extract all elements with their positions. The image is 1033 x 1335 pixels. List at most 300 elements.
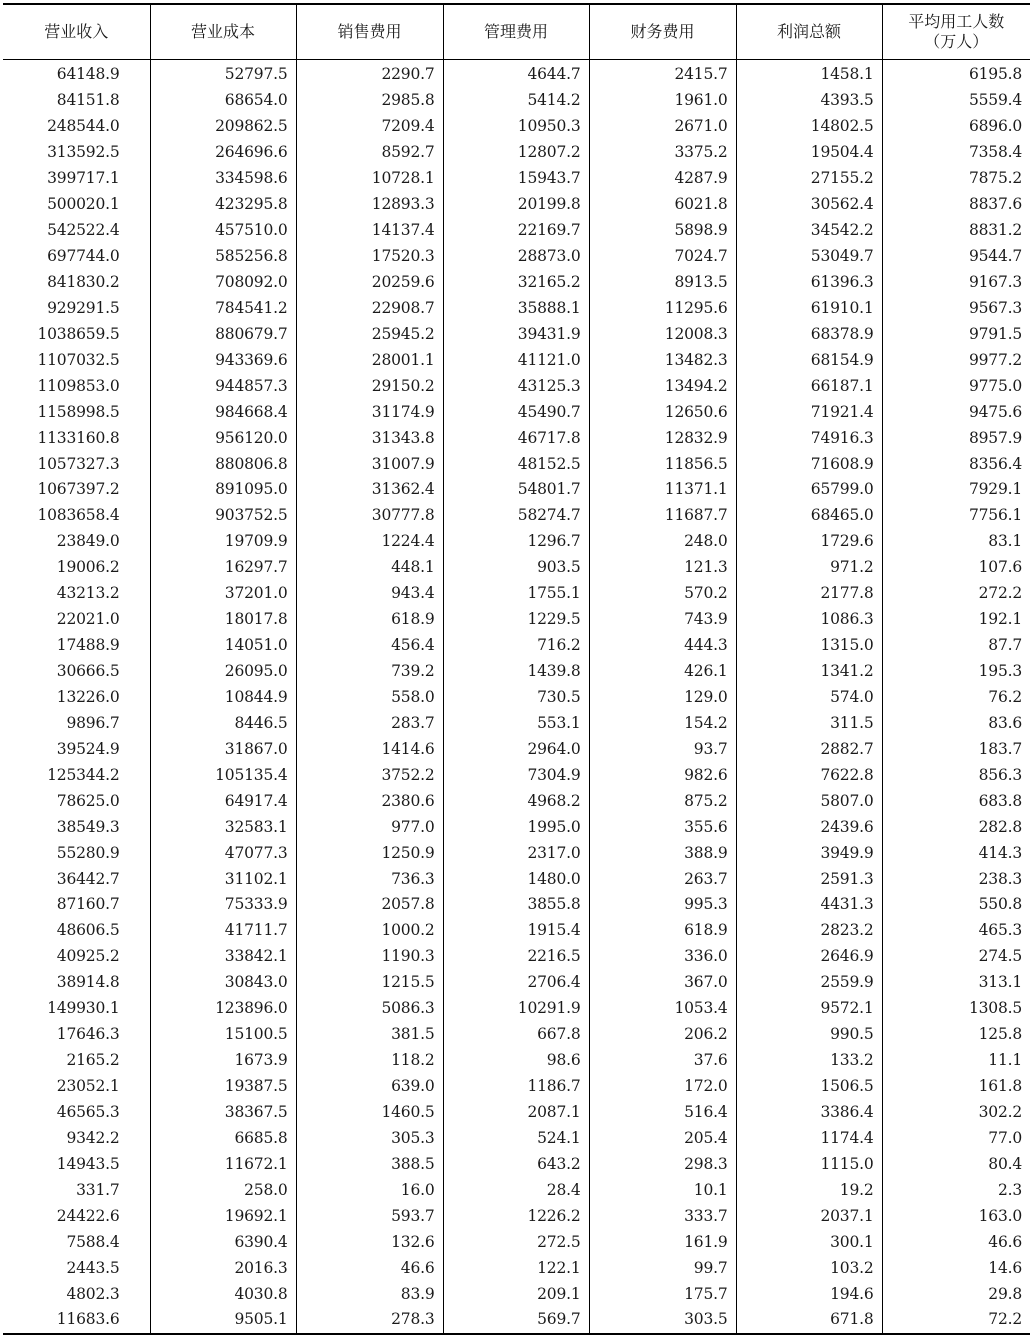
cell-finance-expense: 13494.2 [589, 373, 736, 399]
cell-finance-expense: 570.2 [589, 581, 736, 607]
cell-finance-expense: 444.3 [589, 633, 736, 659]
cell-sales-expense: 132.6 [296, 1229, 443, 1255]
cell-avg-employees: 8831.2 [882, 218, 1030, 244]
cell-avg-employees: 282.8 [882, 814, 1030, 840]
table-row [3, 1074, 1030, 1100]
cell-operating-revenue: 84151.8 [56, 91, 120, 110]
cell-admin-expense: 2964.0 [443, 736, 589, 762]
cell-operating-cost: 14051.0 [150, 633, 296, 659]
cell-sales-expense: 1224.4 [296, 529, 443, 555]
cell-admin-expense: 643.2 [443, 1151, 589, 1177]
table-row [3, 88, 1030, 114]
cell-avg-employees: 6195.8 [882, 60, 1030, 88]
cell-avg-employees: 9475.6 [882, 399, 1030, 425]
cell-sales-expense: 20259.6 [296, 270, 443, 296]
cell-sales-expense: 1414.6 [296, 736, 443, 762]
cell-avg-employees: 856.3 [882, 762, 1030, 788]
cell-operating-revenue: 22021.0 [56, 610, 120, 629]
cell-operating-revenue: 841830.2 [47, 272, 120, 291]
cell-sales-expense: 29150.2 [296, 373, 443, 399]
cell-operating-revenue: 11683.6 [3, 1307, 150, 1334]
cell-sales-expense: 16.0 [296, 1177, 443, 1203]
cell-total-profit: 1729.6 [736, 529, 882, 555]
cell-avg-employees: 9567.3 [882, 295, 1030, 321]
cell-operating-revenue: 1083658.4 [37, 506, 120, 525]
cell-avg-employees: 1308.5 [882, 996, 1030, 1022]
cell-finance-expense: 7024.7 [589, 244, 736, 270]
table-header [3, 4, 1030, 60]
cell-operating-revenue: 55280.9 [56, 843, 120, 862]
cell-operating-cost: 943369.6 [150, 347, 296, 373]
cell-total-profit: 30562.4 [736, 192, 882, 218]
cell-operating-revenue: 87160.7 [56, 895, 120, 914]
cell-avg-employees: 163.0 [882, 1203, 1030, 1229]
cell-total-profit: 103.2 [736, 1255, 882, 1281]
table-row [3, 1151, 1030, 1177]
cell-operating-revenue: 64148.9 [56, 65, 120, 84]
cell-admin-expense: 28.4 [443, 1177, 589, 1203]
cell-operating-cost: 18017.8 [150, 607, 296, 633]
cell-total-profit: 2646.9 [736, 944, 882, 970]
cell-finance-expense: 172.0 [589, 1074, 736, 1100]
cell-operating-revenue: 39524.9 [56, 739, 120, 758]
cell-admin-expense: 7304.9 [443, 762, 589, 788]
cell-finance-expense: 426.1 [589, 659, 736, 685]
cell-admin-expense: 1226.2 [443, 1203, 589, 1229]
cell-operating-revenue: 40925.2 [56, 947, 120, 966]
cell-finance-expense: 161.9 [589, 1229, 736, 1255]
cell-admin-expense: 1439.8 [443, 659, 589, 685]
header-avg-employees: 平均用工人数 （万人） [882, 4, 1030, 60]
cell-operating-cost: 19692.1 [150, 1203, 296, 1229]
cell-finance-expense: 12650.6 [589, 399, 736, 425]
cell-operating-cost: 334598.6 [150, 166, 296, 192]
cell-avg-employees: 465.3 [882, 918, 1030, 944]
cell-admin-expense: 98.6 [443, 1048, 589, 1074]
cell-operating-revenue: 331.7 [76, 1180, 120, 1199]
cell-avg-employees: 9775.0 [882, 373, 1030, 399]
cell-admin-expense: 35888.1 [443, 295, 589, 321]
cell-finance-expense: 10.1 [589, 1177, 736, 1203]
cell-admin-expense: 54801.7 [443, 477, 589, 503]
cell-sales-expense: 31007.9 [296, 451, 443, 477]
cell-avg-employees: 414.3 [882, 840, 1030, 866]
cell-sales-expense: 305.3 [296, 1125, 443, 1151]
cell-operating-cost: 8446.5 [150, 710, 296, 736]
cell-finance-expense: 2671.0 [589, 114, 736, 140]
cell-total-profit: 2177.8 [736, 581, 882, 607]
cell-avg-employees: 9977.2 [882, 347, 1030, 373]
cell-finance-expense: 248.0 [589, 529, 736, 555]
cell-avg-employees: 7875.2 [882, 166, 1030, 192]
cell-finance-expense: 175.7 [589, 1281, 736, 1307]
cell-avg-employees: 80.4 [882, 1151, 1030, 1177]
cell-sales-expense: 2290.7 [296, 60, 443, 88]
cell-operating-revenue: 500020.1 [47, 195, 120, 214]
cell-finance-expense: 205.4 [589, 1125, 736, 1151]
cell-operating-revenue: 43213.2 [56, 584, 120, 603]
cell-operating-cost: 944857.3 [150, 373, 296, 399]
cell-operating-revenue: 24422.6 [56, 1206, 120, 1225]
cell-avg-employees: 29.8 [882, 1281, 1030, 1307]
cell-sales-expense: 558.0 [296, 685, 443, 711]
cell-finance-expense: 11856.5 [589, 451, 736, 477]
cell-total-profit: 66187.1 [736, 373, 882, 399]
cell-sales-expense: 83.9 [296, 1281, 443, 1307]
cell-avg-employees: 76.2 [882, 685, 1030, 711]
cell-operating-cost: 75333.9 [150, 892, 296, 918]
cell-sales-expense: 1000.2 [296, 918, 443, 944]
table-row [3, 736, 1030, 762]
table-row [3, 166, 1030, 192]
table-row [3, 607, 1030, 633]
table-row [3, 788, 1030, 814]
cell-operating-cost: 52797.5 [150, 60, 296, 88]
cell-operating-cost: 258.0 [150, 1177, 296, 1203]
cell-operating-revenue: 1133160.8 [37, 428, 120, 447]
cell-sales-expense: 28001.1 [296, 347, 443, 373]
cell-operating-revenue: 399717.1 [47, 169, 120, 188]
table-row [3, 1281, 1030, 1307]
cell-avg-employees: 46.6 [882, 1229, 1030, 1255]
cell-total-profit: 19504.4 [736, 140, 882, 166]
cell-operating-revenue: 9342.2 [66, 1128, 120, 1147]
cell-finance-expense: 298.3 [589, 1151, 736, 1177]
cell-sales-expense: 3752.2 [296, 762, 443, 788]
cell-finance-expense: 2415.7 [589, 60, 736, 88]
cell-total-profit: 68154.9 [736, 347, 882, 373]
cell-operating-revenue: 46565.3 [56, 1102, 120, 1121]
table-row [3, 451, 1030, 477]
cell-sales-expense: 593.7 [296, 1203, 443, 1229]
cell-admin-expense: 1995.0 [443, 814, 589, 840]
cell-finance-expense: 336.0 [589, 944, 736, 970]
cell-operating-revenue: 125344.2 [47, 765, 120, 784]
cell-operating-cost: 38367.5 [150, 1100, 296, 1126]
table-row [3, 1307, 1030, 1334]
cell-sales-expense: 31174.9 [296, 399, 443, 425]
table-row [3, 659, 1030, 685]
cell-total-profit: 1341.2 [736, 659, 882, 685]
cell-sales-expense: 25945.2 [296, 321, 443, 347]
table-row [3, 140, 1030, 166]
cell-avg-employees: 274.5 [882, 944, 1030, 970]
cell-finance-expense: 263.7 [589, 866, 736, 892]
cell-sales-expense: 1190.3 [296, 944, 443, 970]
cell-admin-expense: 41121.0 [443, 347, 589, 373]
cell-operating-cost: 19709.9 [150, 529, 296, 555]
cell-operating-cost: 32583.1 [150, 814, 296, 840]
header-operating-cost: 营业成本 [150, 4, 296, 60]
cell-operating-cost: 585256.8 [150, 244, 296, 270]
cell-admin-expense: 2706.4 [443, 970, 589, 996]
table-row [3, 1255, 1030, 1281]
cell-operating-revenue: 542522.4 [47, 221, 120, 240]
cell-sales-expense: 736.3 [296, 866, 443, 892]
cell-operating-revenue: 19006.2 [56, 558, 120, 577]
table-row [3, 244, 1030, 270]
cell-operating-cost: 19387.5 [150, 1074, 296, 1100]
header-row [3, 4, 1030, 60]
cell-avg-employees: 6896.0 [882, 114, 1030, 140]
cell-admin-expense: 3855.8 [443, 892, 589, 918]
header-finance-expense: 财务费用 [589, 4, 736, 60]
cell-operating-revenue: 1107032.5 [37, 350, 120, 369]
cell-sales-expense: 14137.4 [296, 218, 443, 244]
table-row [3, 1125, 1030, 1151]
cell-sales-expense: 30777.8 [296, 503, 443, 529]
header-sales-expense: 销售费用 [296, 4, 443, 60]
cell-finance-expense: 303.5 [589, 1307, 736, 1334]
cell-total-profit: 1174.4 [736, 1125, 882, 1151]
cell-avg-employees: 2.3 [882, 1177, 1030, 1203]
cell-operating-cost: 68654.0 [150, 88, 296, 114]
cell-total-profit: 9572.1 [736, 996, 882, 1022]
cell-avg-employees: 238.3 [882, 866, 1030, 892]
cell-sales-expense: 1250.9 [296, 840, 443, 866]
cell-total-profit: 671.8 [736, 1307, 882, 1334]
cell-admin-expense: 39431.9 [443, 321, 589, 347]
cell-operating-revenue: 7588.4 [66, 1232, 120, 1251]
cell-avg-employees: 195.3 [882, 659, 1030, 685]
cell-avg-employees: 8356.4 [882, 451, 1030, 477]
table-row [3, 866, 1030, 892]
cell-admin-expense: 48152.5 [443, 451, 589, 477]
cell-sales-expense: 639.0 [296, 1074, 443, 1100]
cell-operating-revenue: 9896.7 [66, 713, 120, 732]
cell-admin-expense: 20199.8 [443, 192, 589, 218]
cell-operating-revenue: 697744.0 [47, 247, 120, 266]
cell-sales-expense: 22908.7 [296, 295, 443, 321]
cell-avg-employees: 83.1 [882, 529, 1030, 555]
cell-finance-expense: 121.3 [589, 555, 736, 581]
cell-operating-revenue: 929291.5 [47, 298, 120, 317]
cell-finance-expense: 13482.3 [589, 347, 736, 373]
cell-avg-employees: 683.8 [882, 788, 1030, 814]
cell-operating-cost: 31102.1 [150, 866, 296, 892]
table-row [3, 1048, 1030, 1074]
cell-operating-revenue: 2443.5 [66, 1258, 120, 1277]
table-row [3, 347, 1030, 373]
cell-finance-expense: 333.7 [589, 1203, 736, 1229]
cell-operating-revenue: 30666.5 [56, 662, 120, 681]
cell-sales-expense: 943.4 [296, 581, 443, 607]
header-total-profit: 利润总额 [736, 4, 882, 60]
cell-operating-revenue: 14943.5 [56, 1154, 120, 1173]
cell-sales-expense: 118.2 [296, 1048, 443, 1074]
cell-total-profit: 1315.0 [736, 633, 882, 659]
cell-finance-expense: 3375.2 [589, 140, 736, 166]
cell-sales-expense: 17520.3 [296, 244, 443, 270]
table-row [3, 814, 1030, 840]
cell-admin-expense: 4968.2 [443, 788, 589, 814]
cell-admin-expense: 1480.0 [443, 866, 589, 892]
cell-finance-expense: 367.0 [589, 970, 736, 996]
cell-avg-employees: 72.2 [882, 1307, 1030, 1334]
cell-total-profit: 34542.2 [736, 218, 882, 244]
table-row [3, 270, 1030, 296]
cell-operating-cost: 457510.0 [150, 218, 296, 244]
cell-admin-expense: 1755.1 [443, 581, 589, 607]
cell-total-profit: 2823.2 [736, 918, 882, 944]
table-row [3, 503, 1030, 529]
cell-operating-revenue: 17646.3 [56, 1025, 120, 1044]
table-row [3, 529, 1030, 555]
table-row [3, 1022, 1030, 1048]
cell-finance-expense: 995.3 [589, 892, 736, 918]
cell-finance-expense: 11295.6 [589, 295, 736, 321]
cell-admin-expense: 10950.3 [443, 114, 589, 140]
cell-admin-expense: 2216.5 [443, 944, 589, 970]
cell-total-profit: 65799.0 [736, 477, 882, 503]
cell-sales-expense: 2057.8 [296, 892, 443, 918]
cell-operating-revenue: 149930.1 [47, 999, 120, 1018]
cell-avg-employees: 8957.9 [882, 425, 1030, 451]
cell-sales-expense: 388.5 [296, 1151, 443, 1177]
cell-operating-cost: 123896.0 [150, 996, 296, 1022]
cell-admin-expense: 28873.0 [443, 244, 589, 270]
cell-finance-expense: 743.9 [589, 607, 736, 633]
cell-admin-expense: 903.5 [443, 555, 589, 581]
cell-operating-cost: 264696.6 [150, 140, 296, 166]
cell-total-profit: 1115.0 [736, 1151, 882, 1177]
cell-sales-expense: 618.9 [296, 607, 443, 633]
cell-admin-expense: 2087.1 [443, 1100, 589, 1126]
cell-avg-employees: 161.8 [882, 1074, 1030, 1100]
cell-sales-expense: 8592.7 [296, 140, 443, 166]
cell-admin-expense: 1229.5 [443, 607, 589, 633]
cell-total-profit: 2439.6 [736, 814, 882, 840]
cell-avg-employees: 183.7 [882, 736, 1030, 762]
cell-total-profit: 4393.5 [736, 88, 882, 114]
cell-finance-expense: 8913.5 [589, 270, 736, 296]
cell-operating-cost: 6390.4 [150, 1229, 296, 1255]
table-row [3, 477, 1030, 503]
table-row [3, 762, 1030, 788]
cell-admin-expense: 553.1 [443, 710, 589, 736]
cell-total-profit: 194.6 [736, 1281, 882, 1307]
cell-total-profit: 3949.9 [736, 840, 882, 866]
cell-avg-employees: 9544.7 [882, 244, 1030, 270]
cell-finance-expense: 12832.9 [589, 425, 736, 451]
table-row [3, 996, 1030, 1022]
cell-sales-expense: 31362.4 [296, 477, 443, 503]
cell-total-profit: 990.5 [736, 1022, 882, 1048]
cell-operating-cost: 31867.0 [150, 736, 296, 762]
cell-total-profit: 71921.4 [736, 399, 882, 425]
cell-total-profit: 1458.1 [736, 60, 882, 88]
cell-total-profit: 14802.5 [736, 114, 882, 140]
cell-admin-expense: 22169.7 [443, 218, 589, 244]
cell-total-profit: 71608.9 [736, 451, 882, 477]
cell-operating-cost: 105135.4 [150, 762, 296, 788]
cell-admin-expense: 4644.7 [443, 60, 589, 88]
table-row [3, 918, 1030, 944]
cell-sales-expense: 977.0 [296, 814, 443, 840]
cell-avg-employees: 7358.4 [882, 140, 1030, 166]
cell-sales-expense: 456.4 [296, 633, 443, 659]
cell-finance-expense: 154.2 [589, 710, 736, 736]
cell-finance-expense: 982.6 [589, 762, 736, 788]
cell-operating-revenue: 36442.7 [56, 869, 120, 888]
cell-admin-expense: 716.2 [443, 633, 589, 659]
cell-finance-expense: 6021.8 [589, 192, 736, 218]
cell-avg-employees: 107.6 [882, 555, 1030, 581]
cell-operating-revenue: 13226.0 [56, 687, 120, 706]
cell-sales-expense: 381.5 [296, 1022, 443, 1048]
cell-finance-expense: 93.7 [589, 736, 736, 762]
cell-operating-revenue: 38549.3 [56, 817, 120, 836]
cell-avg-employees: 272.2 [882, 581, 1030, 607]
cell-finance-expense: 11371.1 [589, 477, 736, 503]
cell-finance-expense: 37.6 [589, 1048, 736, 1074]
cell-operating-revenue: 2165.2 [66, 1051, 120, 1070]
cell-total-profit: 311.5 [736, 710, 882, 736]
cell-total-profit: 68378.9 [736, 321, 882, 347]
cell-total-profit: 74916.3 [736, 425, 882, 451]
cell-avg-employees: 11.1 [882, 1048, 1030, 1074]
cell-finance-expense: 12008.3 [589, 321, 736, 347]
table-row [3, 373, 1030, 399]
cell-finance-expense: 11687.7 [589, 503, 736, 529]
table-row [3, 1100, 1030, 1126]
table-row [3, 944, 1030, 970]
cell-sales-expense: 739.2 [296, 659, 443, 685]
cell-operating-revenue: 23849.0 [56, 532, 120, 551]
table-row [3, 710, 1030, 736]
cell-sales-expense: 1460.5 [296, 1100, 443, 1126]
cell-operating-cost: 9505.1 [150, 1307, 296, 1334]
table-row [3, 321, 1030, 347]
cell-avg-employees: 7929.1 [882, 477, 1030, 503]
table-body [3, 60, 1030, 1334]
table-row [3, 1203, 1030, 1229]
statistics-table [3, 3, 1030, 1335]
cell-total-profit: 3386.4 [736, 1100, 882, 1126]
cell-operating-cost: 956120.0 [150, 425, 296, 451]
cell-sales-expense: 448.1 [296, 555, 443, 581]
cell-total-profit: 61910.1 [736, 295, 882, 321]
cell-operating-revenue: 23052.1 [56, 1077, 120, 1096]
table-row [3, 425, 1030, 451]
cell-operating-cost: 880806.8 [150, 451, 296, 477]
cell-operating-revenue: 4802.3 [66, 1284, 120, 1303]
cell-operating-cost: 880679.7 [150, 321, 296, 347]
cell-total-profit: 1506.5 [736, 1074, 882, 1100]
cell-finance-expense: 99.7 [589, 1255, 736, 1281]
cell-avg-employees: 9791.5 [882, 321, 1030, 347]
cell-operating-cost: 30843.0 [150, 970, 296, 996]
cell-total-profit: 300.1 [736, 1229, 882, 1255]
cell-avg-employees: 9167.3 [882, 270, 1030, 296]
cell-sales-expense: 1215.5 [296, 970, 443, 996]
cell-total-profit: 2037.1 [736, 1203, 882, 1229]
cell-operating-revenue: 313592.5 [47, 143, 120, 162]
cell-admin-expense: 209.1 [443, 1281, 589, 1307]
cell-sales-expense: 10728.1 [296, 166, 443, 192]
cell-operating-revenue: 248544.0 [47, 117, 120, 136]
cell-operating-cost: 11672.1 [150, 1151, 296, 1177]
cell-admin-expense: 2317.0 [443, 840, 589, 866]
cell-admin-expense: 12807.2 [443, 140, 589, 166]
table-row [3, 192, 1030, 218]
table-row [3, 685, 1030, 711]
cell-operating-cost: 891095.0 [150, 477, 296, 503]
cell-sales-expense: 278.3 [296, 1307, 443, 1334]
cell-admin-expense: 272.5 [443, 1229, 589, 1255]
cell-operating-cost: 64917.4 [150, 788, 296, 814]
table-row [3, 970, 1030, 996]
